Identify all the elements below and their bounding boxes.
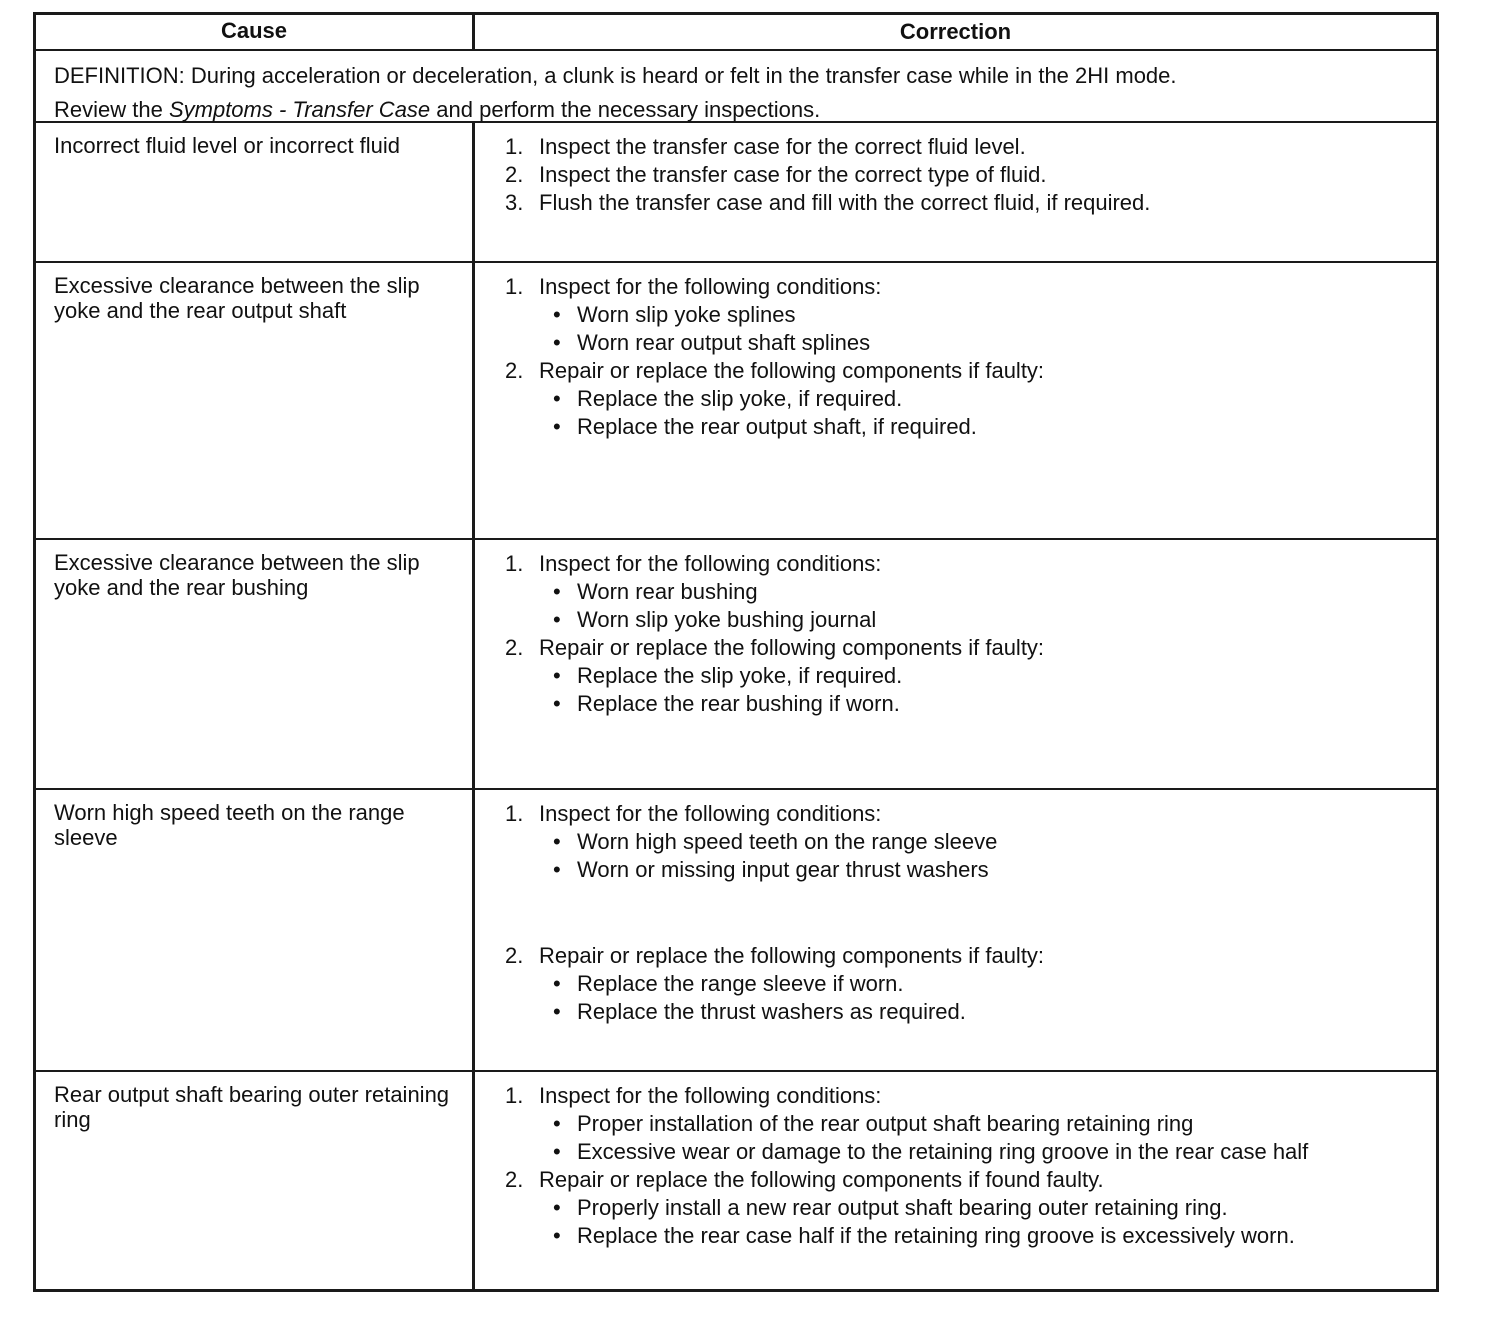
step-text: Inspect for the following conditions:	[539, 274, 882, 299]
bullet-item	[505, 690, 1426, 718]
step-number: 2.	[505, 162, 524, 187]
definition-text	[36, 51, 1195, 121]
correction-header: Correction	[899, 19, 1012, 44]
step-text: Flush the transfer case and fill with the correct fluid, if required.	[539, 190, 1151, 215]
correction-cell	[475, 790, 1436, 1070]
cause-cell: Incorrect fluid level or incorrect fluid	[36, 123, 475, 261]
bullet-item	[505, 413, 1426, 441]
bullet-item	[505, 329, 1426, 357]
cause-cell: Worn high speed teeth on the range sleeve	[36, 790, 475, 1070]
bullet-icon: •	[553, 330, 561, 355]
bullet-icon: •	[553, 857, 561, 882]
definition-row	[36, 49, 1436, 121]
bullet-item	[505, 385, 1426, 413]
table-row	[36, 261, 1436, 538]
bullet-icon: •	[553, 1195, 561, 1220]
correction-cell	[475, 123, 1436, 261]
step-text: Repair or replace the following components if faulty:	[539, 943, 1045, 968]
step-text: Repair or replace the following components if faulty:	[539, 358, 1045, 383]
bullet-icon: •	[553, 607, 561, 632]
table-header	[36, 15, 1436, 49]
bullet-text: Replace the thrust washers as required.	[577, 999, 966, 1024]
bullet-item	[505, 606, 1426, 634]
bullet-icon: •	[553, 691, 561, 716]
correction-step	[505, 550, 1426, 578]
step-number: 1.	[505, 134, 524, 159]
step-number: 3.	[505, 190, 524, 215]
bullet-text: Replace the slip yoke, if required.	[577, 386, 903, 411]
bullet-text: Excessive wear or damage to the retaining ring groove in the rear case half	[577, 1139, 1309, 1164]
correction-step	[505, 189, 1426, 217]
cause-header: Cause	[36, 15, 475, 49]
bullet-item	[505, 301, 1426, 329]
step-number: 2.	[505, 1167, 524, 1192]
correction-step	[505, 273, 1426, 301]
bullet-item	[505, 662, 1426, 690]
correction-step	[505, 800, 1426, 828]
step-text: Inspect for the following conditions:	[539, 551, 882, 576]
bullet-item	[505, 998, 1426, 1026]
table-row	[36, 121, 1436, 261]
bullet-icon: •	[553, 414, 561, 439]
step-text: Inspect for the following conditions:	[539, 801, 882, 826]
bullet-item	[505, 970, 1426, 998]
bullet-text: Worn slip yoke splines	[577, 302, 796, 327]
correction-step	[505, 357, 1426, 385]
step-number: 2.	[505, 943, 524, 968]
cause-cell: Excessive clearance between the slip yoke and the rear output shaft	[36, 263, 475, 538]
bullet-icon: •	[553, 999, 561, 1024]
definition-line-2-post: and perform the necessary inspections.	[430, 97, 821, 122]
step-number: 2.	[505, 358, 524, 383]
symptoms-reference: Symptoms - Transfer Case	[168, 97, 431, 122]
bullet-item	[505, 1222, 1426, 1250]
bullet-icon: •	[553, 663, 561, 688]
step-number: 1.	[505, 551, 524, 576]
correction-step	[505, 1082, 1426, 1110]
bullet-text: Replace the rear output shaft, if required.	[577, 414, 977, 439]
bullet-text: Properly install a new rear output shaft bearing outer retaining ring.	[577, 1195, 1228, 1220]
correction-step	[505, 1166, 1426, 1194]
bullet-text: Worn rear bushing	[577, 579, 758, 604]
bullet-text: Worn slip yoke bushing journal	[577, 607, 877, 632]
bullet-item	[505, 1138, 1426, 1166]
bullet-icon: •	[553, 579, 561, 604]
definition-line-2	[54, 93, 1177, 127]
bullet-item	[505, 1110, 1426, 1138]
table-row	[36, 1070, 1436, 1289]
bullet-text: Replace the rear case half if the retaining ring groove is excessively worn.	[577, 1223, 1295, 1248]
bullet-icon: •	[553, 1111, 561, 1136]
spacer	[505, 884, 1426, 942]
correction-step	[505, 634, 1426, 662]
step-number: 1.	[505, 1083, 524, 1108]
step-text: Inspect the transfer case for the correct type of fluid.	[539, 162, 1047, 187]
correction-cell	[475, 540, 1436, 788]
bullet-text: Worn rear output shaft splines	[577, 330, 871, 355]
step-text: Inspect for the following conditions:	[539, 1083, 882, 1108]
bullet-item	[505, 856, 1426, 884]
bullet-text: Replace the range sleeve if worn.	[577, 971, 904, 996]
step-text: Inspect the transfer case for the correct fluid level.	[539, 134, 1026, 159]
bullet-text: Worn high speed teeth on the range sleeve	[577, 829, 998, 854]
bullet-icon: •	[553, 386, 561, 411]
step-number: 2.	[505, 635, 524, 660]
table-row	[36, 538, 1436, 788]
bullet-item	[505, 828, 1426, 856]
step-number: 1.	[505, 801, 524, 826]
step-text: Repair or replace the following components if faulty:	[539, 635, 1045, 660]
bullet-text: Worn or missing input gear thrust washers	[577, 857, 989, 882]
correction-cell	[475, 1072, 1436, 1289]
bullet-icon: •	[553, 1223, 561, 1248]
bullet-text: Replace the rear bushing if worn.	[577, 691, 900, 716]
bullet-item	[505, 578, 1426, 606]
correction-step	[505, 942, 1426, 970]
bullet-item	[505, 1194, 1426, 1222]
step-text: Repair or replace the following components if found faulty.	[539, 1167, 1104, 1192]
correction-step	[505, 161, 1426, 189]
bullet-icon: •	[553, 829, 561, 854]
cause-cell: Rear output shaft bearing outer retaining ring	[36, 1072, 475, 1289]
bullet-icon: •	[553, 1139, 561, 1164]
definition-line-1: DEFINITION: During acceleration or deceleration, a clunk is heard or felt in the transfer case while in the 2HI mode.	[54, 63, 1177, 88]
bullet-icon: •	[553, 971, 561, 996]
correction-step	[505, 133, 1426, 161]
bullet-icon: •	[553, 302, 561, 327]
diagnosis-table	[33, 12, 1439, 1292]
step-number: 1.	[505, 274, 524, 299]
table-row	[36, 788, 1436, 1070]
bullet-text: Proper installation of the rear output shaft bearing retaining ring	[577, 1111, 1194, 1136]
correction-cell	[475, 263, 1436, 538]
bullet-text: Replace the slip yoke, if required.	[577, 663, 903, 688]
definition-line-2-pre: Review the	[54, 97, 169, 122]
cause-cell: Excessive clearance between the slip yoke and the rear bushing	[36, 540, 475, 788]
